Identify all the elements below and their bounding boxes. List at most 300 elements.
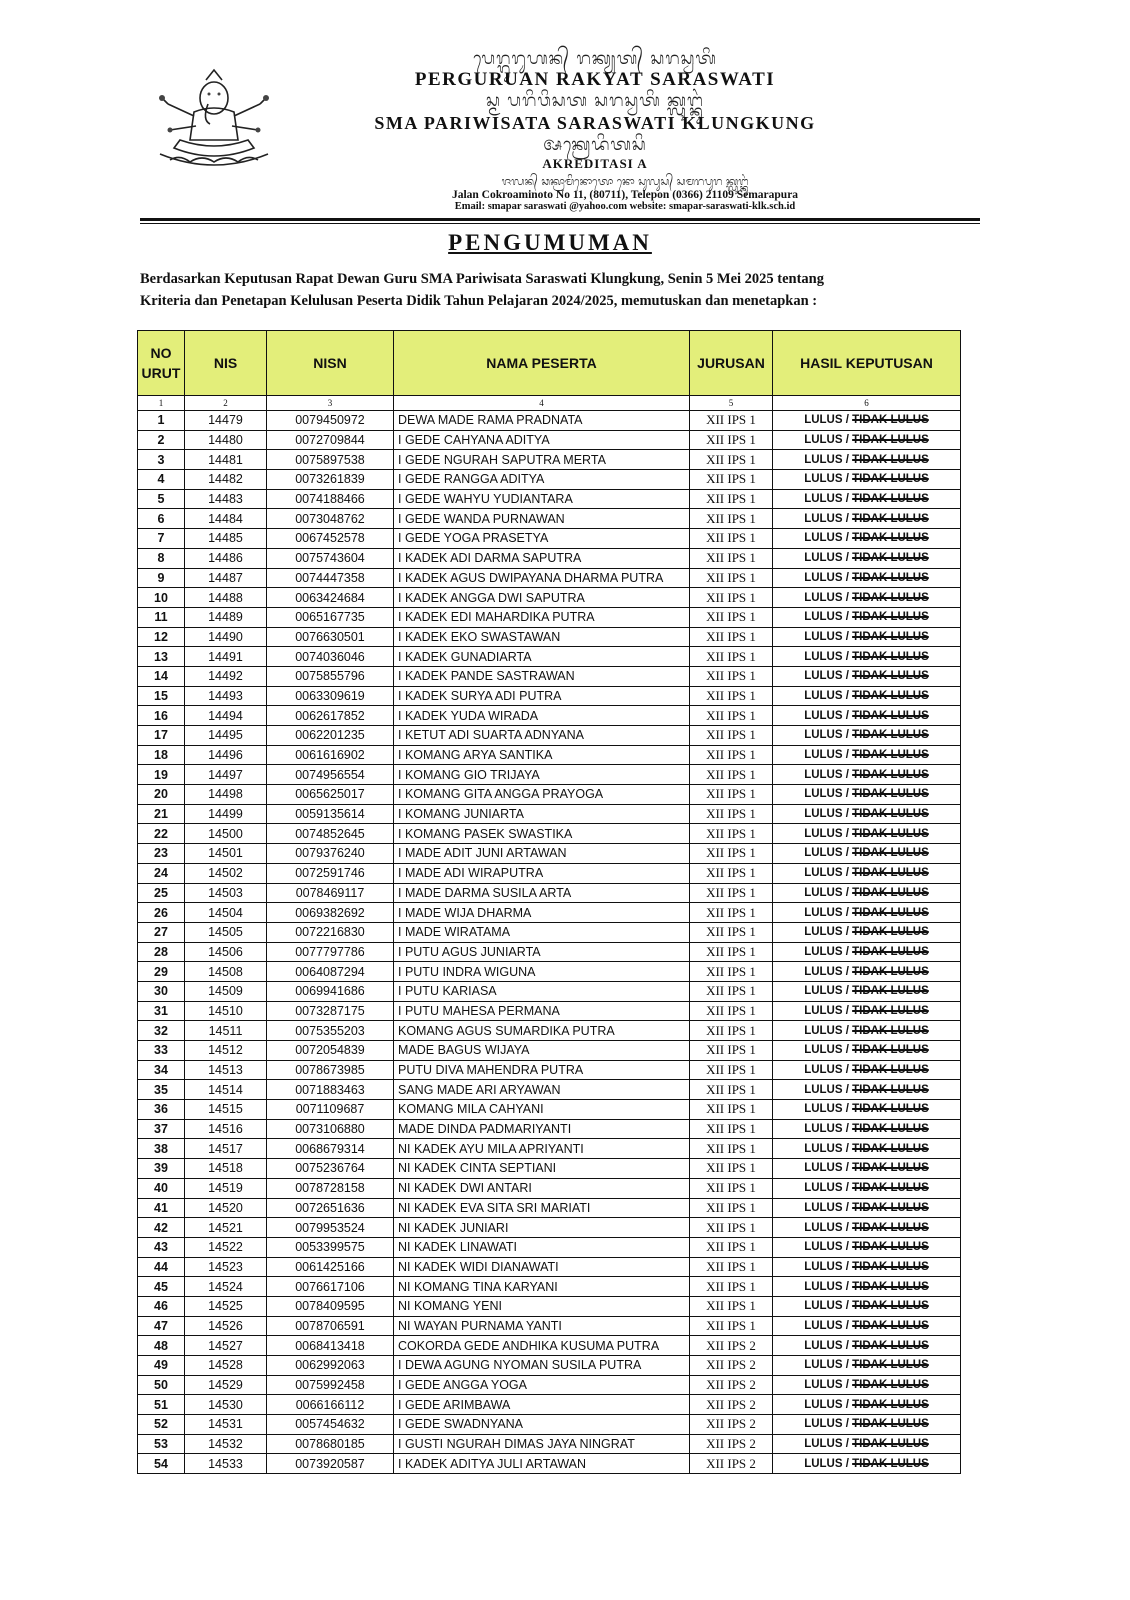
result-pass: LULUS	[804, 611, 843, 624]
row-number: 2	[138, 430, 185, 450]
result-cell	[773, 1100, 961, 1120]
result-separator: /	[842, 729, 853, 742]
jurusan-cell: XII IPS 1	[690, 706, 773, 726]
jurusan-cell: XII IPS 1	[690, 1218, 773, 1238]
result-fail-struck: TIDAK LULUS	[852, 985, 929, 998]
jurusan-cell: XII IPS 2	[690, 1336, 773, 1356]
result-fail-struck: TIDAK LULUS	[852, 650, 929, 663]
student-name-cell: I KOMANG GIO TRIJAYA	[394, 765, 690, 785]
nisn-cell: 0074036046	[267, 647, 394, 667]
result-cell	[773, 529, 961, 549]
result-cell	[773, 647, 961, 667]
jurusan-cell: XII IPS 2	[690, 1395, 773, 1415]
nis-cell: 14511	[185, 1021, 267, 1041]
result-pass: LULUS	[804, 1379, 843, 1392]
result-separator: /	[842, 571, 853, 584]
result-fail-struck: TIDAK LULUS	[852, 1142, 929, 1155]
jurusan-cell: XII IPS 1	[690, 1021, 773, 1041]
student-name-cell: I KADEK ADI DARMA SAPUTRA	[394, 548, 690, 568]
nis-cell: 14486	[185, 548, 267, 568]
jurusan-cell: XII IPS 1	[690, 1100, 773, 1120]
result-fail-struck: TIDAK LULUS	[852, 1221, 929, 1234]
nisn-cell: 0078680185	[267, 1434, 394, 1454]
result-pass: LULUS	[804, 571, 843, 584]
row-number: 46	[138, 1296, 185, 1316]
nis-cell: 14509	[185, 981, 267, 1001]
row-number: 26	[138, 903, 185, 923]
result-cell	[773, 903, 961, 923]
result-cell	[773, 1454, 961, 1474]
student-name-cell: I PUTU INDRA WIGUNA	[394, 962, 690, 982]
student-name-cell: NI KOMANG YENI	[394, 1296, 690, 1316]
result-fail-struck: TIDAK LULUS	[852, 768, 929, 781]
student-name-cell: I PUTU AGUS JUNIARTA	[394, 942, 690, 962]
nisn-cell: 0068679314	[267, 1139, 394, 1159]
result-cell	[773, 1178, 961, 1198]
result-fail-struck: TIDAK LULUS	[852, 709, 929, 722]
result-pass: LULUS	[804, 1260, 843, 1273]
nis-cell: 14512	[185, 1041, 267, 1061]
result-separator: /	[842, 1221, 853, 1234]
result-pass: LULUS	[804, 1182, 843, 1195]
nisn-cell: 0072651636	[267, 1198, 394, 1218]
nis-cell: 14510	[185, 1001, 267, 1021]
jurusan-cell: XII IPS 1	[690, 588, 773, 608]
result-pass: LULUS	[804, 1221, 843, 1234]
row-number: 7	[138, 529, 185, 549]
table-row	[138, 686, 961, 706]
nis-cell: 14524	[185, 1277, 267, 1297]
student-name-cell: I MADE ADI WIRAPUTRA	[394, 863, 690, 883]
result-separator: /	[842, 630, 853, 643]
result-cell	[773, 745, 961, 765]
nisn-cell: 0064087294	[267, 962, 394, 982]
student-name-cell: MADE BAGUS WIJAYA	[394, 1041, 690, 1061]
result-fail-struck: TIDAK LULUS	[852, 729, 929, 742]
table-row	[138, 785, 961, 805]
student-name-cell: I PUTU MAHESA PERMANA	[394, 1001, 690, 1021]
nis-cell: 14531	[185, 1415, 267, 1435]
jurusan-cell: XII IPS 1	[690, 1159, 773, 1179]
result-separator: /	[842, 1241, 853, 1254]
result-pass: LULUS	[804, 1201, 843, 1214]
result-fail-struck: TIDAK LULUS	[852, 1024, 929, 1037]
student-name-cell: I GEDE WAHYU YUDIANTARA	[394, 489, 690, 509]
result-fail-struck: TIDAK LULUS	[852, 926, 929, 939]
jurusan-cell: XII IPS 2	[690, 1356, 773, 1376]
result-pass: LULUS	[804, 749, 843, 762]
result-cell	[773, 1001, 961, 1021]
result-separator: /	[842, 611, 853, 624]
jurusan-cell: XII IPS 1	[690, 785, 773, 805]
result-cell	[773, 1277, 961, 1297]
nis-cell: 14532	[185, 1434, 267, 1454]
nisn-cell: 0073287175	[267, 1001, 394, 1021]
nisn-cell: 0065167735	[267, 607, 394, 627]
result-fail-struck: TIDAK LULUS	[852, 670, 929, 683]
nisn-cell: 0069941686	[267, 981, 394, 1001]
nis-cell: 14506	[185, 942, 267, 962]
result-cell	[773, 666, 961, 686]
jurusan-cell: XII IPS 1	[690, 568, 773, 588]
result-cell	[773, 726, 961, 746]
jurusan-cell: XII IPS 1	[690, 765, 773, 785]
result-separator: /	[842, 552, 853, 565]
result-separator: /	[842, 1142, 853, 1155]
result-cell	[773, 942, 961, 962]
result-fail-struck: TIDAK LULUS	[852, 591, 929, 604]
result-cell	[773, 785, 961, 805]
nis-cell: 14488	[185, 588, 267, 608]
student-name-cell: KOMANG MILA CAHYANI	[394, 1100, 690, 1120]
student-name-cell: I GEDE ARIMBAWA	[394, 1395, 690, 1415]
student-name-cell: NI KADEK WIDI DIANAWATI	[394, 1257, 690, 1277]
result-pass: LULUS	[804, 1438, 843, 1451]
result-fail-struck: TIDAK LULUS	[852, 1201, 929, 1214]
result-cell	[773, 824, 961, 844]
result-fail-struck: TIDAK LULUS	[852, 1260, 929, 1273]
nisn-cell: 0075855796	[267, 666, 394, 686]
result-pass: LULUS	[804, 1418, 843, 1431]
result-pass: LULUS	[804, 532, 843, 545]
result-fail-struck: TIDAK LULUS	[852, 1044, 929, 1057]
column-number: 1	[138, 396, 185, 411]
table-row	[138, 706, 961, 726]
row-number: 3	[138, 450, 185, 470]
row-number: 9	[138, 568, 185, 588]
letterhead	[280, 48, 910, 172]
row-number: 21	[138, 804, 185, 824]
result-separator: /	[842, 1123, 853, 1136]
intro-paragraph	[140, 268, 960, 312]
student-name-cell: I GEDE NGURAH SAPUTRA MERTA	[394, 450, 690, 470]
row-number: 29	[138, 962, 185, 982]
result-cell	[773, 922, 961, 942]
nisn-cell: 0079450972	[267, 411, 394, 431]
result-separator: /	[842, 512, 853, 525]
table-row	[138, 548, 961, 568]
row-number: 22	[138, 824, 185, 844]
table-row	[138, 1178, 961, 1198]
result-separator: /	[842, 1339, 853, 1352]
result-fail-struck: TIDAK LULUS	[852, 1103, 929, 1116]
header-nisn: NISN	[267, 331, 394, 396]
result-pass: LULUS	[804, 1024, 843, 1037]
nis-cell: 14527	[185, 1336, 267, 1356]
letterhead-address	[290, 175, 960, 213]
result-cell	[773, 1080, 961, 1100]
table-row	[138, 1198, 961, 1218]
result-pass: LULUS	[804, 1123, 843, 1136]
student-name-cell: SANG MADE ARI ARYAWAN	[394, 1080, 690, 1100]
result-pass: LULUS	[804, 1083, 843, 1096]
result-fail-struck: TIDAK LULUS	[852, 1438, 929, 1451]
nis-cell: 14530	[185, 1395, 267, 1415]
result-separator: /	[842, 532, 853, 545]
nis-cell: 14498	[185, 785, 267, 805]
result-pass: LULUS	[804, 768, 843, 781]
jurusan-cell: XII IPS 1	[690, 903, 773, 923]
student-name-cell: I PUTU KARIASA	[394, 981, 690, 1001]
result-separator: /	[842, 1044, 853, 1057]
nis-cell: 14502	[185, 863, 267, 883]
result-cell	[773, 765, 961, 785]
balinese-address-line: ᬚᬮᬦ᭄ ᬘᬓ᭄ᬭᬵᬫᬶᬦᭀᬢᭀ ᬦᭀ ᬲᬸᬮᬸᬲ᭄ ᬲᬫᬭᬧᬸᬭ ᬓ᭄ᬮᬸᬗ᭄ᬓᬸᬂ	[501, 175, 749, 188]
jurusan-cell: XII IPS 1	[690, 470, 773, 490]
table-row	[138, 1296, 961, 1316]
nisn-cell: 0074956554	[267, 765, 394, 785]
jurusan-cell: XII IPS 2	[690, 1454, 773, 1474]
table-row	[138, 1336, 961, 1356]
table-row	[138, 765, 961, 785]
table-row	[138, 509, 961, 529]
table-row	[138, 1375, 961, 1395]
jurusan-cell: XII IPS 1	[690, 863, 773, 883]
result-cell	[773, 1395, 961, 1415]
table-row	[138, 430, 961, 450]
student-name-cell: I GEDE SWADNYANA	[394, 1415, 690, 1435]
result-separator: /	[842, 414, 853, 427]
student-name-cell: DEWA MADE RAMA PRADNATA	[394, 411, 690, 431]
nis-cell: 14485	[185, 529, 267, 549]
student-name-cell: NI KOMANG TINA KARYANI	[394, 1277, 690, 1297]
student-name-cell: I MADE WIJA DHARMA	[394, 903, 690, 923]
result-fail-struck: TIDAK LULUS	[852, 434, 929, 447]
jurusan-cell: XII IPS 1	[690, 509, 773, 529]
table-row	[138, 666, 961, 686]
jurusan-cell: XII IPS 1	[690, 1001, 773, 1021]
result-fail-struck: TIDAK LULUS	[852, 1280, 929, 1293]
result-separator: /	[842, 1379, 853, 1392]
student-name-cell: I GUSTI NGURAH DIMAS JAYA NINGRAT	[394, 1434, 690, 1454]
table-row	[138, 1237, 961, 1257]
result-pass: LULUS	[804, 453, 843, 466]
result-fail-struck: TIDAK LULUS	[852, 571, 929, 584]
nis-cell: 14483	[185, 489, 267, 509]
column-number: 5	[690, 396, 773, 411]
nisn-cell: 0075743604	[267, 548, 394, 568]
result-fail-struck: TIDAK LULUS	[852, 473, 929, 486]
row-number: 34	[138, 1060, 185, 1080]
jurusan-cell: XII IPS 1	[690, 548, 773, 568]
nis-cell: 14518	[185, 1159, 267, 1179]
nisn-cell: 0072591746	[267, 863, 394, 883]
result-separator: /	[842, 1359, 853, 1372]
table-row	[138, 1257, 961, 1277]
row-number: 35	[138, 1080, 185, 1100]
nis-cell: 14513	[185, 1060, 267, 1080]
result-cell	[773, 1415, 961, 1435]
result-fail-struck: TIDAK LULUS	[852, 788, 929, 801]
row-number: 30	[138, 981, 185, 1001]
table-row	[138, 903, 961, 923]
result-cell	[773, 1296, 961, 1316]
nis-cell: 14490	[185, 627, 267, 647]
nis-cell: 14517	[185, 1139, 267, 1159]
table-row	[138, 1080, 961, 1100]
nis-cell: 14516	[185, 1119, 267, 1139]
jurusan-cell: XII IPS 1	[690, 627, 773, 647]
student-name-cell: I MADE ADIT JUNI ARTAWAN	[394, 844, 690, 864]
result-cell	[773, 568, 961, 588]
result-fail-struck: TIDAK LULUS	[852, 1359, 929, 1372]
table-row	[138, 1041, 961, 1061]
nisn-cell: 0076630501	[267, 627, 394, 647]
student-name-cell: I KOMANG GITA ANGGA PRAYOGA	[394, 785, 690, 805]
jurusan-cell: XII IPS 1	[690, 883, 773, 903]
result-cell	[773, 1356, 961, 1376]
table-row	[138, 588, 961, 608]
nisn-cell: 0063309619	[267, 686, 394, 706]
nis-cell: 14501	[185, 844, 267, 864]
row-number: 20	[138, 785, 185, 805]
nisn-cell: 0072054839	[267, 1041, 394, 1061]
result-fail-struck: TIDAK LULUS	[852, 1457, 929, 1470]
result-pass: LULUS	[804, 808, 843, 821]
nisn-cell: 0073920587	[267, 1454, 394, 1474]
row-number: 27	[138, 922, 185, 942]
row-number: 24	[138, 863, 185, 883]
row-number: 45	[138, 1277, 185, 1297]
nisn-cell: 0069382692	[267, 903, 394, 923]
nisn-cell: 0078706591	[267, 1316, 394, 1336]
table-row	[138, 1415, 961, 1435]
result-pass: LULUS	[804, 1319, 843, 1332]
result-cell	[773, 1237, 961, 1257]
result-fail-struck: TIDAK LULUS	[852, 749, 929, 762]
nis-cell: 14499	[185, 804, 267, 824]
student-name-cell: I MADE WIRATAMA	[394, 922, 690, 942]
row-number: 47	[138, 1316, 185, 1336]
student-name-cell: MADE DINDA PADMARIYANTI	[394, 1119, 690, 1139]
row-number: 13	[138, 647, 185, 667]
student-name-cell: I GEDE RANGGA ADITYA	[394, 470, 690, 490]
nis-cell: 14523	[185, 1257, 267, 1277]
table-row	[138, 1001, 961, 1021]
letterhead-rule-thin	[140, 223, 980, 224]
jurusan-cell: XII IPS 1	[690, 430, 773, 450]
result-pass: LULUS	[804, 1359, 843, 1372]
nisn-cell: 0066166112	[267, 1395, 394, 1415]
table-row	[138, 726, 961, 746]
result-pass: LULUS	[804, 512, 843, 525]
nisn-cell: 0076617106	[267, 1277, 394, 1297]
nisn-cell: 0057454632	[267, 1415, 394, 1435]
result-separator: /	[842, 1103, 853, 1116]
row-number: 43	[138, 1237, 185, 1257]
result-pass: LULUS	[804, 1162, 843, 1175]
result-cell	[773, 981, 961, 1001]
result-cell	[773, 627, 961, 647]
nis-cell: 14496	[185, 745, 267, 765]
result-separator: /	[842, 591, 853, 604]
nisn-cell: 0075355203	[267, 1021, 394, 1041]
nis-cell: 14514	[185, 1080, 267, 1100]
result-fail-struck: TIDAK LULUS	[852, 827, 929, 840]
header-nis: NIS	[185, 331, 267, 396]
result-fail-struck: TIDAK LULUS	[852, 453, 929, 466]
column-number: 3	[267, 396, 394, 411]
nis-cell: 14522	[185, 1237, 267, 1257]
result-cell	[773, 588, 961, 608]
nisn-cell: 0067452578	[267, 529, 394, 549]
result-separator: /	[842, 1182, 853, 1195]
nisn-cell: 0078673985	[267, 1060, 394, 1080]
table-row	[138, 1218, 961, 1238]
table-row	[138, 1139, 961, 1159]
result-pass: LULUS	[804, 847, 843, 860]
nis-cell: 14504	[185, 903, 267, 923]
result-separator: /	[842, 1024, 853, 1037]
jurusan-cell: XII IPS 1	[690, 844, 773, 864]
result-cell	[773, 686, 961, 706]
nisn-cell: 0075992458	[267, 1375, 394, 1395]
nisn-cell: 0071883463	[267, 1080, 394, 1100]
row-number: 51	[138, 1395, 185, 1415]
row-number: 41	[138, 1198, 185, 1218]
result-cell	[773, 1434, 961, 1454]
student-name-cell: PUTU DIVA MAHENDRA PUTRA	[394, 1060, 690, 1080]
row-number: 50	[138, 1375, 185, 1395]
result-separator: /	[842, 670, 853, 683]
nis-cell: 14487	[185, 568, 267, 588]
result-pass: LULUS	[804, 965, 843, 978]
row-number: 44	[138, 1257, 185, 1277]
result-fail-struck: TIDAK LULUS	[852, 945, 929, 958]
table-row	[138, 1316, 961, 1336]
result-cell	[773, 1021, 961, 1041]
result-pass: LULUS	[804, 1398, 843, 1411]
row-number: 36	[138, 1100, 185, 1120]
jurusan-cell: XII IPS 1	[690, 824, 773, 844]
result-cell	[773, 883, 961, 903]
result-pass: LULUS	[804, 650, 843, 663]
student-name-cell: NI KADEK LINAWATI	[394, 1237, 690, 1257]
nisn-cell: 0075236764	[267, 1159, 394, 1179]
table-row	[138, 627, 961, 647]
jurusan-cell: XII IPS 1	[690, 411, 773, 431]
result-pass: LULUS	[804, 434, 843, 447]
accreditation: AKREDITASI A	[542, 156, 648, 171]
row-number: 8	[138, 548, 185, 568]
nisn-cell: 0074447358	[267, 568, 394, 588]
intro-line-1: Berdasarkan Keputusan Rapat Dewan Guru SMA Pariwisata Saraswati Klungkung, Senin 5 Mei 2025 tentang	[140, 271, 824, 287]
nisn-cell: 0072216830	[267, 922, 394, 942]
table-row	[138, 568, 961, 588]
result-separator: /	[842, 749, 853, 762]
result-separator: /	[842, 1418, 853, 1431]
result-separator: /	[842, 1260, 853, 1273]
student-name-cell: I KADEK AGUS DWIPAYANA DHARMA PUTRA	[394, 568, 690, 588]
result-pass: LULUS	[804, 729, 843, 742]
result-cell	[773, 844, 961, 864]
result-cell	[773, 489, 961, 509]
nis-cell: 14519	[185, 1178, 267, 1198]
result-separator: /	[842, 945, 853, 958]
student-name-cell: COKORDA GEDE ANDHIKA KUSUMA PUTRA	[394, 1336, 690, 1356]
nis-cell: 14479	[185, 411, 267, 431]
result-pass: LULUS	[804, 1064, 843, 1077]
student-name-cell: I KADEK EKO SWASTAWAN	[394, 627, 690, 647]
row-number: 17	[138, 726, 185, 746]
result-pass: LULUS	[804, 886, 843, 899]
result-fail-struck: TIDAK LULUS	[852, 1241, 929, 1254]
table-row	[138, 450, 961, 470]
result-cell	[773, 863, 961, 883]
result-pass: LULUS	[804, 1103, 843, 1116]
email-website-line: Email: smapar saraswati @yahoo.com website: smapar-saraswati-klk.sch.id	[454, 201, 796, 212]
row-number: 4	[138, 470, 185, 490]
